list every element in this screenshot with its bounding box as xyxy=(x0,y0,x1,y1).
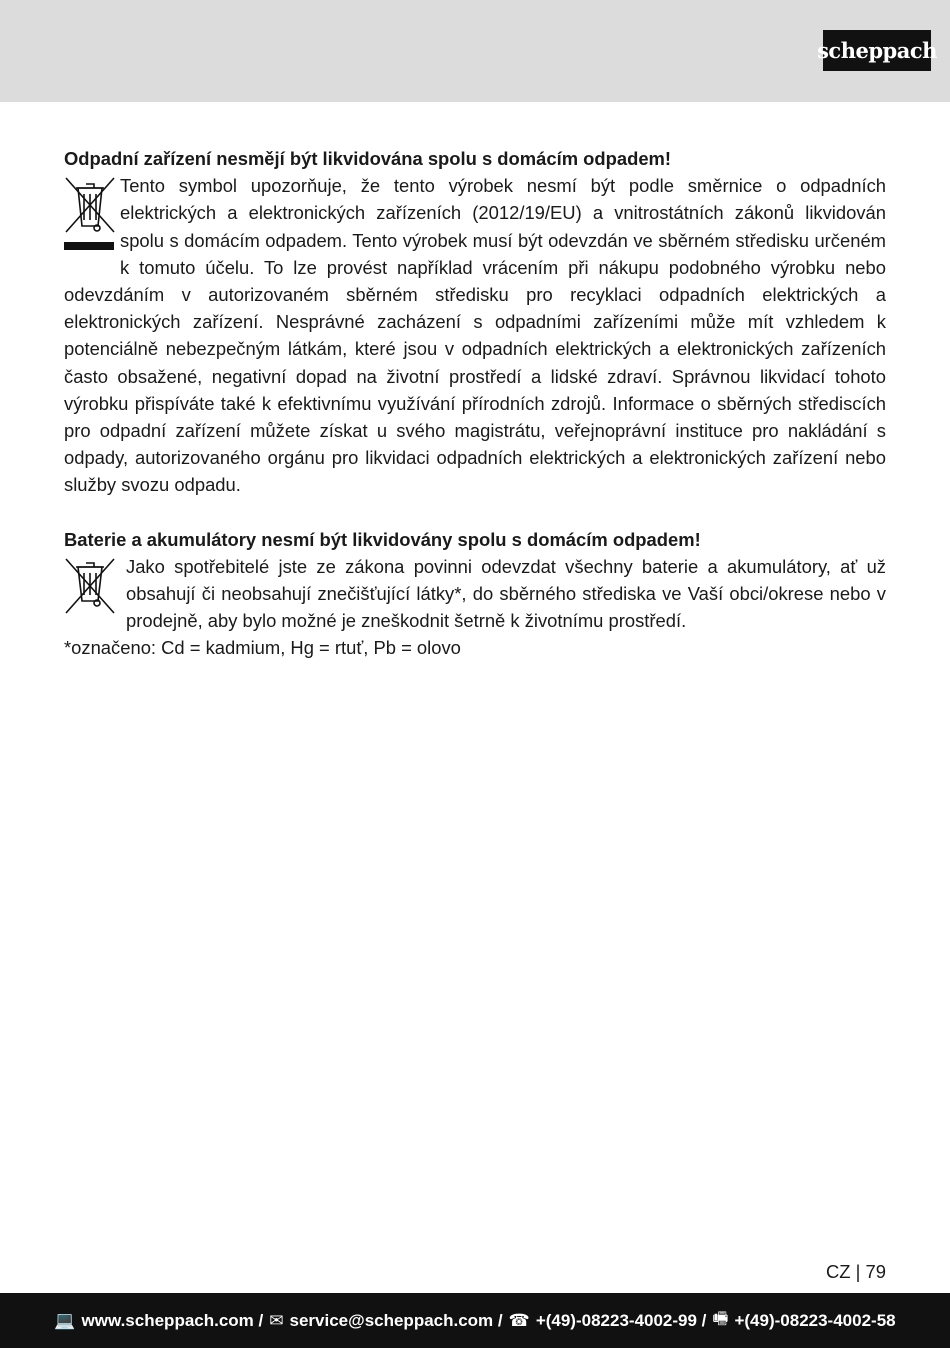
battery-footnote: *označeno: Cd = kadmium, Hg = rtuť, Pb = olovo xyxy=(64,637,461,659)
page-content xyxy=(64,145,886,662)
battery-heading: Baterie a akumulátory nesmí být likvidovány spolu s domácím odpadem! xyxy=(64,528,701,550)
footer-website[interactable]: www.scheppach.com / xyxy=(81,1310,264,1330)
battery-paragraph xyxy=(64,553,886,635)
laptop-icon: 💻 xyxy=(54,1310,76,1331)
weee-paragraph xyxy=(64,172,886,498)
footer-fax: +(49)-08223-4002-58 xyxy=(734,1310,896,1330)
envelope-icon: ✉ xyxy=(269,1310,284,1331)
fax-icon: 🖷 xyxy=(712,1309,729,1329)
telephone-icon: ☎ xyxy=(508,1310,530,1331)
footer-email[interactable]: service@scheppach.com / xyxy=(289,1310,503,1330)
contact-footer xyxy=(0,1293,950,1348)
weee-text: Tento symbol upozorňuje, že tento výrobek nesmí být podle směrnice o odpadních elektrických a elektronických zařízeních (2012/19/EU) a vnitrostátních zákonů likvidován spolu s domácím odpadem. Tento výrobek musí být odevzdán ve sběrném středisku určeném k tomuto účelu. To lze provést například vrácením při nákupu podobného výrobku nebo odevzdáním v autorizovaném sběrném středisku pro recyklaci odpadních elektrických a elektronických zařízení. Nesprávné zacházení s odpadními zařízeními může mít vzhledem k potenciálně nebezpečným látkám, které jsou v odpadních elektrických a elektronických zařízeních často obsažené, negativní dopad na životní prostředí a lidské zdraví. Správnou likvidací tohoto výrobku přispíváte také k efektivnímu využívání přírodních zdrojů. Informace o sběrných střediscích pro odpadní zařízení můžete získat u svého magistrátu, veřejnoprávní instituce pro nakládání s odpady, autorizovaného orgánu pro likvidaci odpadních elektrických a elektronických zařízení nebo služby svozu odpadu. xyxy=(64,175,886,496)
header-band xyxy=(0,0,950,102)
weee-heading: Odpadní zařízení nesmějí být likvidována spolu s domácím odpadem! xyxy=(64,148,672,169)
scheppach-logo: scheppach xyxy=(823,30,931,71)
crossed-out-wheelie-bin-icon xyxy=(64,557,116,615)
battery-section xyxy=(64,526,886,662)
crossed-out-wheelie-bin-icon xyxy=(64,176,116,254)
battery-text: Jako spotřebitelé jste ze zákona povinni odevzdat všechny baterie a akumulátory, ať už obsahují či neobsahují znečišťující látky*, do sběrného střediska ve Vaší obci/okrese nebo v prodejně, aby bylo možné je zneškodnit šetrně k životnímu prostředí. xyxy=(126,555,886,632)
page-number: CZ | 79 xyxy=(826,1261,886,1282)
footer-phone: +(49)-08223-4002-99 / xyxy=(535,1310,707,1330)
